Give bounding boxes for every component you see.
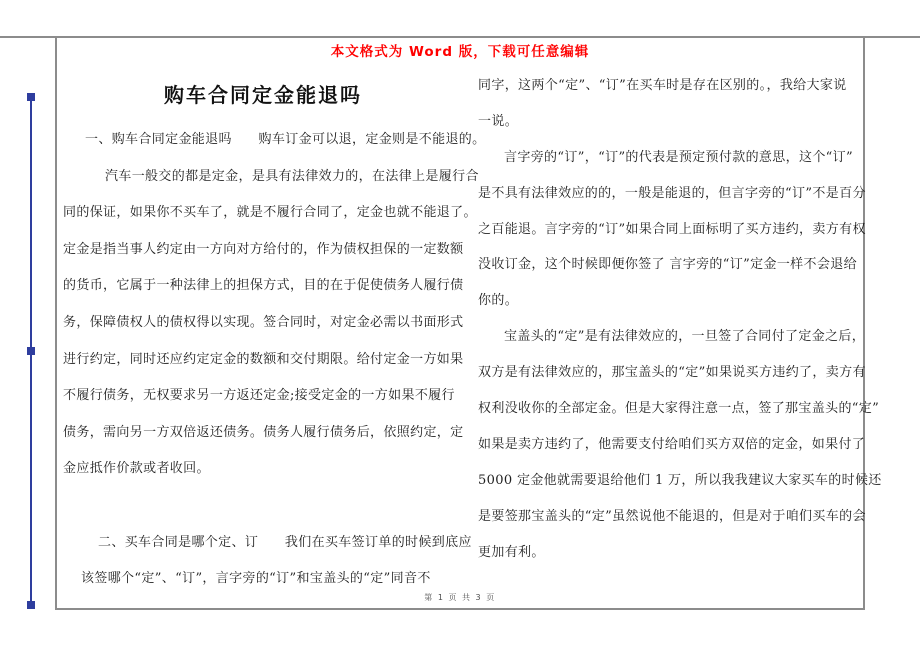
- text-line: 汽车一般交的都是定金，是具有法律效力的，在法律上是履行合: [105, 168, 479, 184]
- anchor-handle-middle-icon[interactable]: [27, 347, 35, 355]
- text-line: 宝盖头的“定”是有法律效应的，一旦签了合同付了定金之后，: [504, 329, 866, 345]
- document-title: 购车合同定金能退吗: [164, 83, 362, 107]
- text-line: 权利没收你的全部定金。但是大家得注意一点，签了那宝盖头的“定”: [478, 401, 880, 417]
- text-line: 如果是卖方违约了，他需要支付给咱们买方双倍的定金，如果付了: [478, 436, 866, 452]
- right-column: [478, 76, 882, 578]
- text-line: 一、购车合同定金能退吗 购车订金可以退，定金则是不能退的。: [85, 132, 486, 147]
- text-line: 你的。: [478, 293, 519, 309]
- text-line: 5000 定金他就需要退给他们 1 万，所以我我建议大家买车的时候还: [478, 472, 882, 488]
- blank-line: [63, 496, 463, 533]
- text-line: 是不具有法律效应的的，一般是能退的，但言字旁的“订”不是百分: [478, 185, 866, 201]
- text-line: 双方是有法律效应的，那宝盖头的“定”如果说买方违约了，卖方有: [478, 365, 866, 381]
- text-line: 金应抵作价款或者收回。: [63, 461, 210, 477]
- text-line: 是要签那宝盖头的“定”虽然说他不能退的，但是对于咱们买车的会: [478, 508, 866, 524]
- text-line: 一说。: [478, 113, 519, 129]
- anchor-handle-bottom-icon[interactable]: [27, 601, 35, 609]
- text-line: 的货币，它属于一种法律上的担保方式，目的在于促使债务人履行债: [63, 278, 464, 294]
- text-line: 该签哪个“定”、“订”，言字旁的“订”和宝盖头的“定”同音不: [81, 571, 431, 587]
- text-line: 同的保证，如果你不买车了，就是不履行合同了，定金也就不能退了。: [63, 205, 477, 221]
- header-notice: 本文格式为 Word 版，下载可任意编辑: [330, 44, 590, 60]
- text-line: 务，保障债权人的债权得以实现。签合同时，对定金必需以书面形式: [63, 314, 464, 330]
- anchor-handle-top-icon[interactable]: [27, 93, 35, 101]
- text-line: 更加有利。: [478, 544, 545, 560]
- text-line: 定金是指当事人约定由一方向对方给付的，作为债权担保的一定数额: [63, 241, 464, 257]
- text-line: 进行约定，同时还应约定定金的数额和交付期限。给付定金一方如果: [63, 351, 464, 367]
- left-column: [63, 130, 486, 606]
- text-line: 债务，需向另一方双倍返还债务。债务人履行债务后，依照约定，定: [63, 424, 464, 440]
- text-line: 同字，这两个“定”、“订”在买车时是存在区别的。，我给大家说: [478, 78, 847, 93]
- text-line: 二、买车合同是哪个定、订 我们在买车签订单的时候到底应: [98, 534, 472, 550]
- text-line: 没收订金，这个时候即便你签了 言字旁的“订”定金一样不会退给: [478, 257, 857, 273]
- text-line: 不履行债务，无权要求另一方返还定金;接受定金的一方如果不履行: [63, 388, 455, 404]
- text-line: 之百能退。言字旁的“订”如果合同上面标明了买方违约，卖方有权: [478, 221, 866, 237]
- text-line: 言字旁的“订”，“订”的代表是预定预付款的意思，这个“订”: [504, 149, 854, 165]
- page-footer: 第 1 页 共 3 页: [424, 593, 496, 602]
